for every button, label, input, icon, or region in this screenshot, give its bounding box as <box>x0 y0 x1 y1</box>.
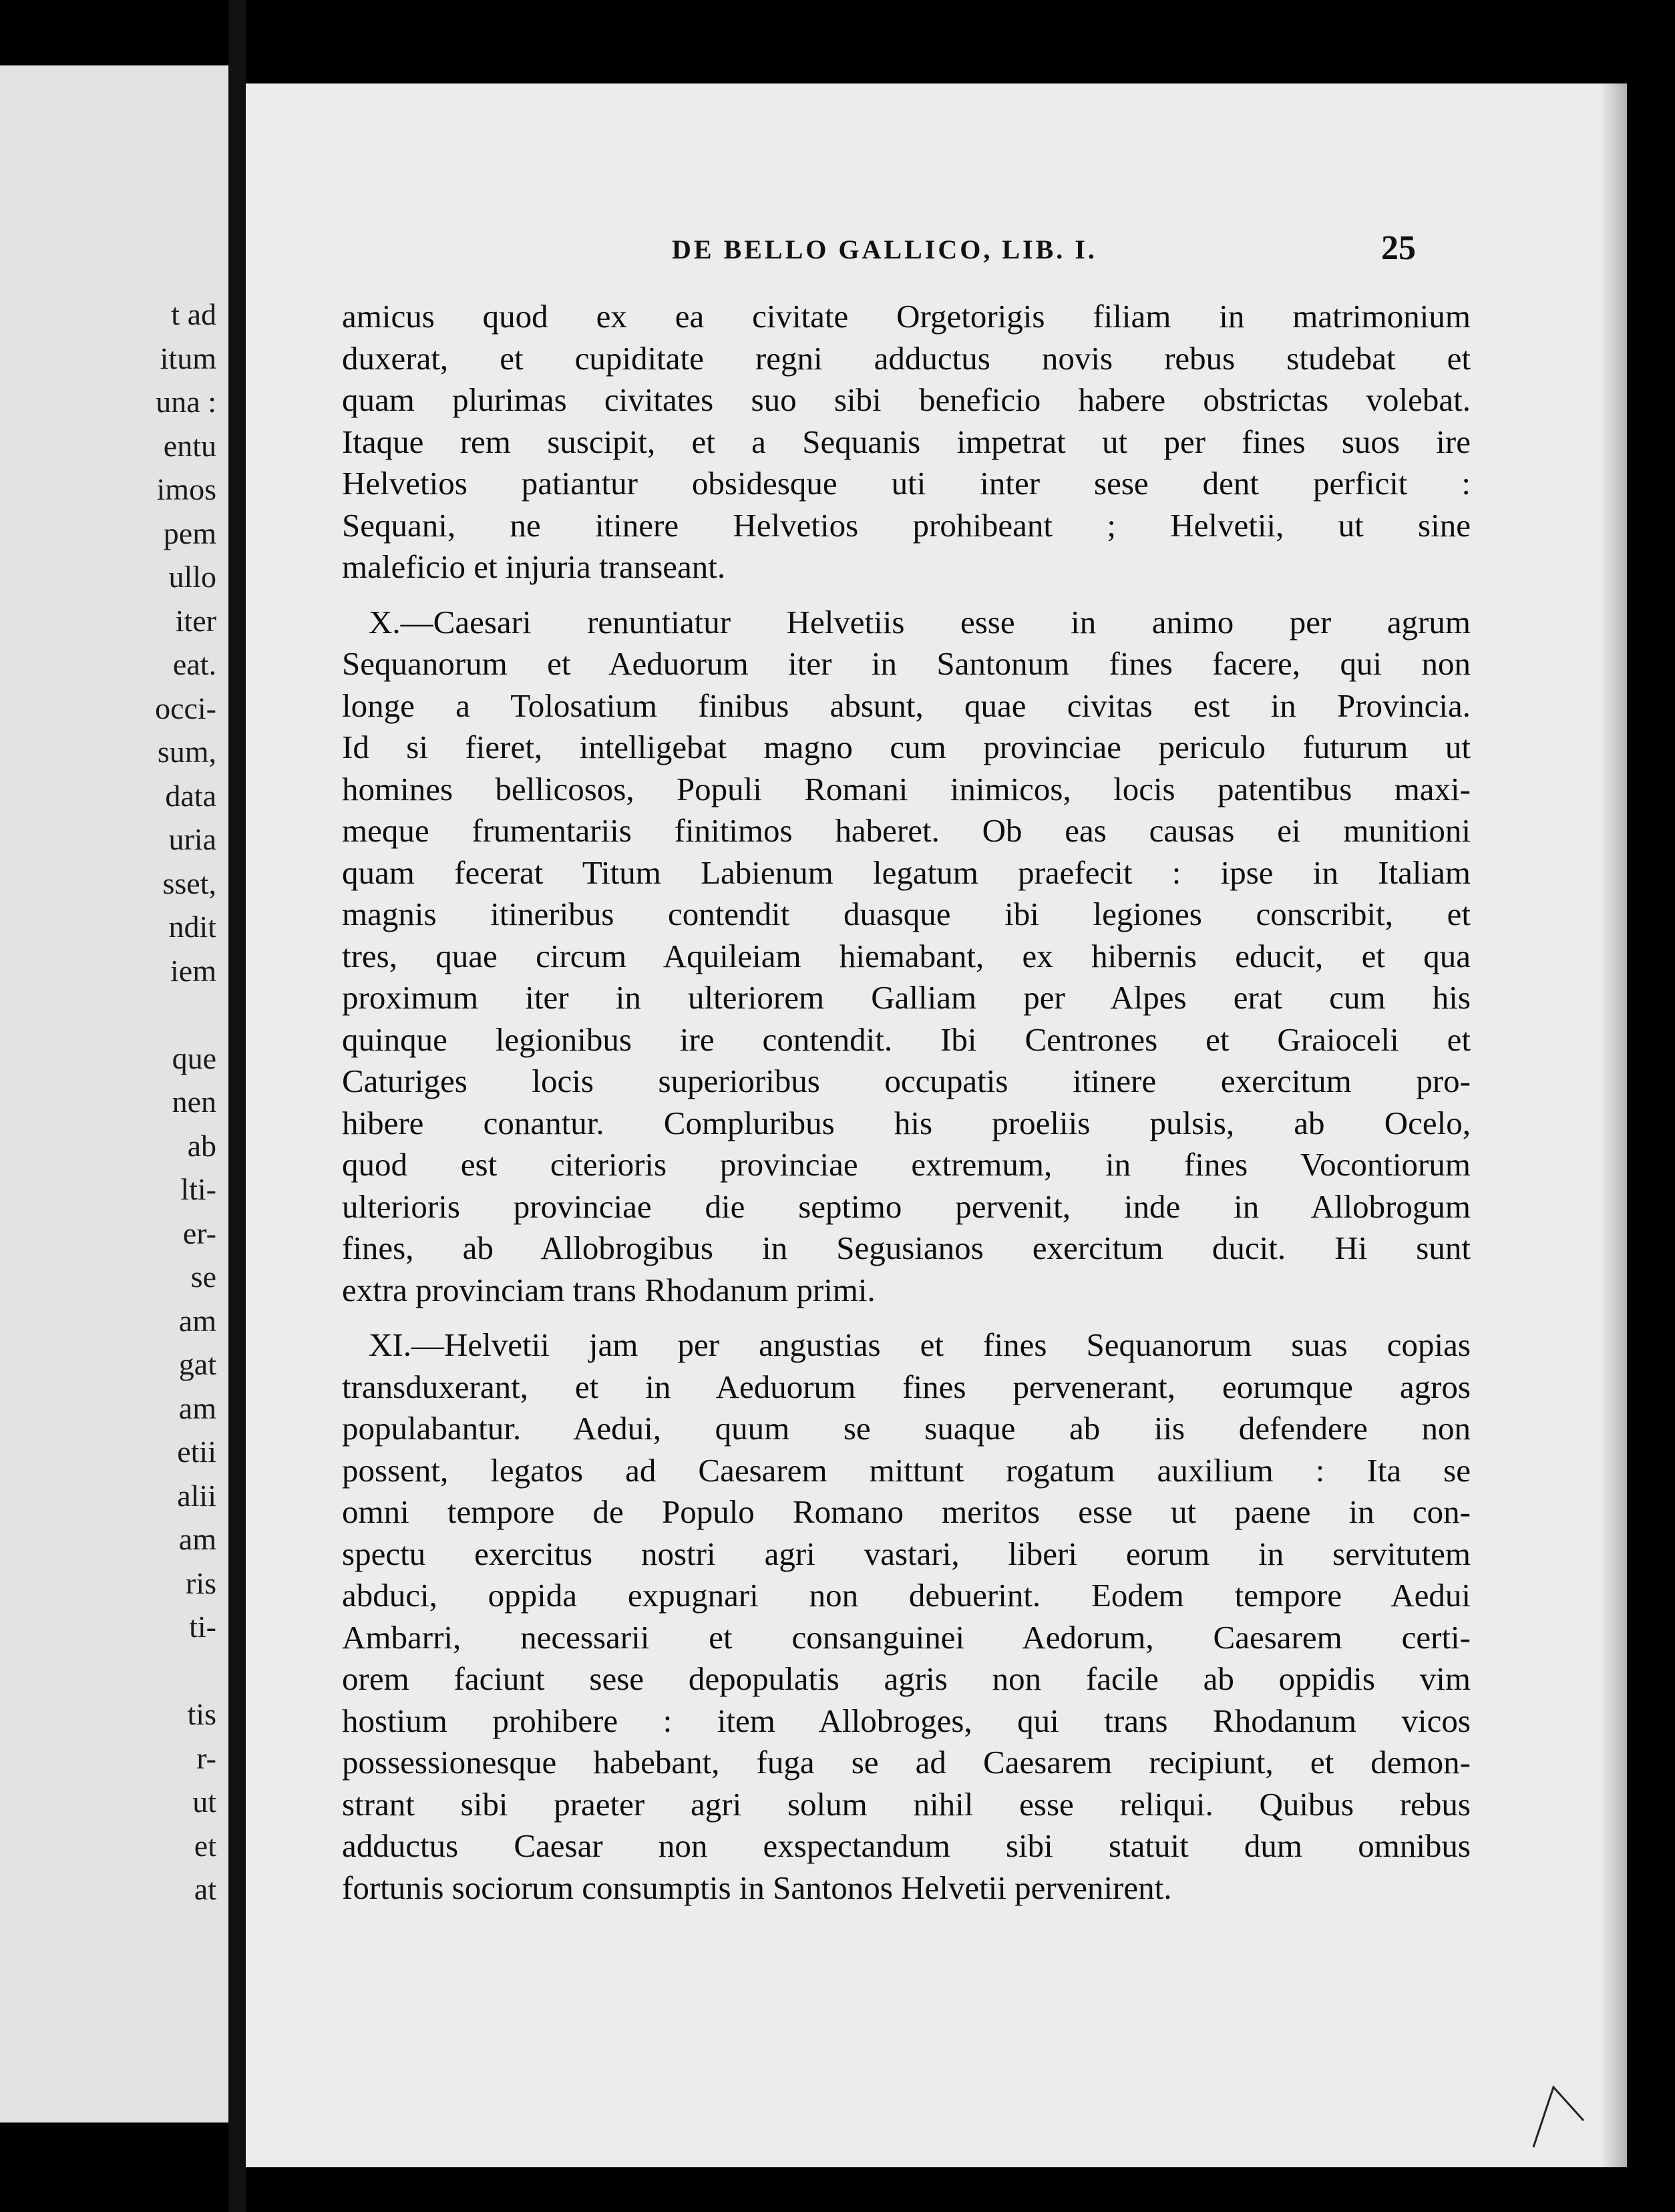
left-page-fragment: et <box>194 1828 216 1863</box>
left-page-fragment: que <box>172 1041 216 1075</box>
text-line: hibere conantur. Compluribus his proeliis pulsis, ab Ocelo, <box>342 1104 1471 1141</box>
left-page-fragment: data <box>165 778 216 813</box>
left-page-fragment: imos <box>156 472 216 506</box>
text-line: quod est citerioris provinciae extremum, in fines Vocontiorum <box>342 1146 1471 1183</box>
text-line: maleficio et injuria transeant. <box>342 548 726 585</box>
text-line: X.—Caesari renuntiatur Helvetiis esse in animo per agrum <box>369 603 1471 640</box>
left-page-fragment: nen <box>172 1085 216 1119</box>
left-page-fragment: una : <box>156 385 216 419</box>
left-page-fragment: ut <box>192 1785 216 1819</box>
text-line: meque frumentariis finitimos haberet. Ob eas causas ei munitioni <box>342 812 1471 849</box>
left-page-fragment: ti- <box>189 1610 216 1644</box>
text-line: transduxerant, et in Aeduorum fines pervenerant, eorumque agros <box>342 1368 1471 1405</box>
left-page-fragments <box>155 293 216 1911</box>
text-line: duxerat, et cupiditate regni adductus novis rebus studebat et <box>342 339 1471 377</box>
page-number: 25 <box>1381 229 1416 267</box>
left-page-fragment <box>155 992 216 1037</box>
paragraph <box>342 296 1471 588</box>
page-corner-fold <box>1527 2080 1587 2154</box>
text-line: Sequani, ne itinere Helvetios prohibeant ; Helvetii, ut sine <box>342 506 1471 544</box>
left-page-fragment: itum <box>160 341 216 375</box>
text-line: Sequanorum et Aeduorum iter in Santonum fines facere, qui non <box>342 645 1471 682</box>
text-line: orem faciunt sese depopulatis agris non facile ab oppidis vim <box>342 1660 1471 1697</box>
text-line: quam fecerat Titum Labienum legatum praefecit : ipse in Italiam <box>342 854 1471 891</box>
left-page-fragment: se <box>190 1260 216 1294</box>
text-line: quam plurimas civitates suo sibi beneficio habere obstrictas volebat. <box>342 381 1471 418</box>
left-page-fragment: uria <box>168 822 216 856</box>
text-line: strant sibi praeter agri solum nihil esse reliqui. Quibus rebus <box>342 1785 1471 1823</box>
left-page-fragment: t ad <box>171 297 216 331</box>
left-page-fragment: am <box>178 1522 216 1556</box>
left-page-fragment: r- <box>196 1740 216 1775</box>
left-page-fragment: etii <box>177 1435 216 1469</box>
left-page-fragment: entu <box>163 428 216 463</box>
left-page-fragment: ab <box>187 1128 216 1163</box>
text-line: XI.—Helvetii jam per angustias et fines Sequanorum suas copias <box>369 1326 1471 1363</box>
text-line: homines bellicosos, Populi Romani inimicos, locis patentibus maxi- <box>342 770 1471 807</box>
left-page-fragment: pem <box>163 516 216 550</box>
left-page-fragment: sset, <box>162 866 216 900</box>
left-page-fragment: gat <box>178 1347 216 1381</box>
left-page-fragment: alii <box>177 1478 216 1513</box>
text-line: possessionesque habebant, fuga se ad Caesarem recipiunt, et demon- <box>342 1744 1471 1781</box>
text-line: fortunis sociorum consumptis in Santonos Helvetii pervenirent. <box>342 1869 1172 1906</box>
left-page-fragment: am <box>178 1303 216 1338</box>
text-line: proximum iter in ulteriorem Galliam per Alpes erat cum his <box>342 979 1471 1016</box>
text-line: hostium prohibere : item Allobroges, qui trans Rhodanum vicos <box>342 1702 1471 1739</box>
left-page-fragment: ris <box>186 1565 216 1600</box>
text-line: amicus quod ex ea civitate Orgetorigis filiam in matrimonium <box>342 298 1471 335</box>
text-line: quinque legionibus ire contendit. Ibi Centrones et Graioceli et <box>342 1021 1471 1058</box>
text-line: fines, ab Allobrogibus in Segusianos exercitum ducit. Hi sunt <box>342 1230 1471 1266</box>
page-header <box>246 229 1627 274</box>
text-line: Itaque rem suscipit, et a Sequanis impetrat ut per fines suos ire <box>342 423 1471 460</box>
text-line: abduci, oppida expugnari non debuerint. Eodem tempore Aedui <box>342 1577 1471 1614</box>
text-line: populabantur. Aedui, quum se suaque ab iis defendere non <box>342 1410 1471 1447</box>
left-page-fragment: iter <box>175 603 216 638</box>
paragraph <box>342 602 1471 1312</box>
left-page-fragment: ndit <box>168 910 216 944</box>
left-page <box>0 65 228 2123</box>
left-page-fragment: occi- <box>155 691 216 725</box>
text-line: Helvetios patiantur obsidesque uti inter sese dent perficit : <box>342 465 1471 502</box>
text-line: spectu exercitus nostri agri vastari, liberi eorum in servitutem <box>342 1535 1471 1572</box>
left-page-fragment: am <box>178 1391 216 1425</box>
left-page-fragment: tis <box>187 1697 216 1731</box>
text-line: possent, legatos ad Caesarem mittunt rogatum auxilium : Ita se <box>342 1451 1471 1489</box>
text-line: Ambarri, necessarii et consanguinei Aedorum, Caesarem certi- <box>342 1618 1471 1656</box>
body-text <box>342 296 1471 1922</box>
left-page-fragment: lti- <box>180 1172 216 1206</box>
left-page-fragment: sum, <box>157 735 216 769</box>
text-line: Id si fieret, intelligebat magno cum provinciae periculo futurum ut <box>342 729 1471 765</box>
book-gutter <box>228 0 246 2212</box>
text-line: Caturiges locis superioribus occupatis itinere exercitum pro- <box>342 1063 1471 1099</box>
right-page <box>246 83 1627 2167</box>
text-line: tres, quae circum Aquileiam hiemabant, ex hibernis educit, et qua <box>342 937 1471 974</box>
left-page-fragment: ullo <box>168 560 216 594</box>
text-line: omni tempore de Populo Romano meritos esse ut paene in con- <box>342 1493 1471 1530</box>
text-line: adductus Caesar non exspectandum sibi statuit dum omnibus <box>342 1827 1471 1864</box>
left-page-fragment: er- <box>182 1216 216 1250</box>
paragraph <box>342 1324 1471 1909</box>
running-title: DE BELLO GALLICO, LIB. I. <box>672 234 1097 264</box>
text-line: extra provinciam trans Rhodanum primi. <box>342 1271 876 1308</box>
text-line: ulterioris provinciae die septimo pervenit, inde in Allobrogum <box>342 1187 1471 1225</box>
left-page-fragment: iem <box>170 953 216 988</box>
text-line: longe a Tolosatium finibus absunt, quae civitas est in Provincia. <box>342 687 1471 724</box>
left-page-fragment: at <box>194 1872 216 1906</box>
text-line: magnis itineribus contendit duasque ibi legiones conscribit, et <box>342 896 1471 932</box>
left-page-fragment <box>155 1649 216 1693</box>
left-page-fragment: eat. <box>172 647 216 681</box>
